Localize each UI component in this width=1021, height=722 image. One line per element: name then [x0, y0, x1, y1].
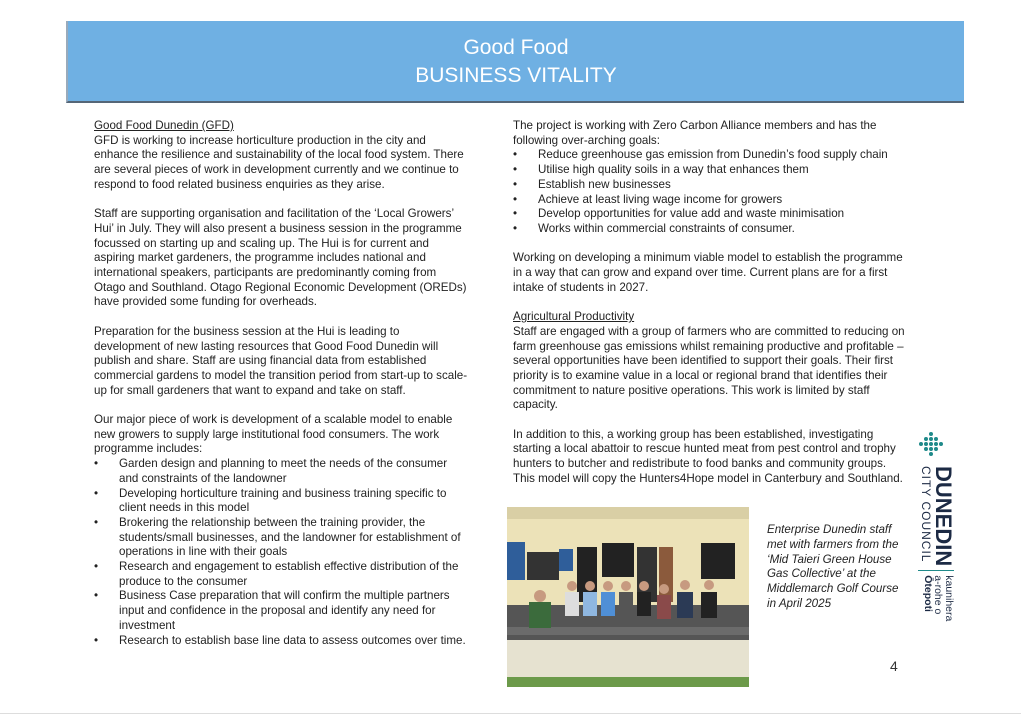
paragraph: Working on developing a minimum viable model to establish the programme in a way that can grow and expand over time. Current plans are for a first intake of students in 2027. — [513, 251, 903, 294]
logo-maori-line1: kaunihera — [943, 575, 955, 622]
list-item: • Works within commercial constraints of consumer. — [513, 222, 908, 237]
list-item: • Achieve at least living wage income for growers — [513, 193, 908, 208]
group-photo — [507, 507, 749, 687]
logo-maori-line3: Ōtepoti — [922, 575, 934, 612]
right-column — [513, 119, 908, 501]
list-item: • Research to establish base line data to assess outcomes over time. — [94, 634, 469, 649]
paragraph: The project is working with Zero Carbon Alliance members and has the following over-arching goals: — [513, 119, 877, 147]
work-programme-list — [94, 457, 469, 648]
section-heading-gfd: Good Food Dunedin (GFD) — [94, 119, 234, 132]
left-column — [94, 119, 469, 648]
list-item: • Establish new businesses — [513, 178, 908, 193]
list-item: • Brokering the relationship between the training provider, the students/small businesses, and the landowner for establishment of operations in line with their goals — [94, 516, 469, 560]
goals-list — [513, 148, 908, 236]
dunedin-city-council-logo — [909, 428, 954, 643]
banner-title-line1: Good Food — [463, 36, 569, 59]
list-item: • Research and engagement to establish effective distribution of the produce to the consumer — [94, 560, 469, 589]
title-banner — [66, 21, 964, 103]
photo-illustration — [507, 507, 749, 687]
paragraph: GFD is working to increase horticulture production in the city and enhance the resilience and sustainability of the local food system. There are several pieces of work in development currently and we continue to respond to food related business enquiries as they arise. — [94, 133, 464, 191]
list-item: • Reduce greenhouse gas emission from Dunedin’s food supply chain — [513, 148, 908, 163]
section-heading-agricultural: Agricultural Productivity — [513, 310, 635, 324]
logo-subtitle: CITY COUNCIL — [919, 466, 933, 563]
paragraph: Staff are engaged with a group of farmers who are committed to reducing on farm greenhouse gas emissions whilst remaining productive and profitable – several opportunities have been identified to support their goals. Their first priority is to examine value in a local or regional brand that identifies their commitment to nature positive operations. This work is limited by staff capacity. — [513, 324, 905, 412]
logo-name: DUNEDIN — [931, 466, 956, 567]
list-item: • Develop opportunities for value add and waste minimisation — [513, 207, 908, 222]
paragraph: Our major piece of work is development of a scalable model to enable new growers to supply large institutional food consumers. The work programme includes: — [94, 413, 453, 456]
list-item: • Business Case preparation that will confirm the multiple partners input and confidence in the proposal and identify any need for investment — [94, 589, 469, 633]
paragraph: In addition to this, a working group has been established, investigating starting a local abattoir to rescue hunted meat from pest control and trophy hunters to butcher and redistribute to food banks and community groups. This model will copy the Hunters4Hope model in Canterbury and Southland. — [513, 427, 903, 485]
footer-divider — [0, 713, 1021, 714]
banner-title-line2: BUSINESS VITALITY — [415, 64, 617, 87]
list-item: • Garden design and planning to meet the needs of the consumer and constraints of the landowner — [94, 457, 469, 486]
list-item: • Developing horticulture training and business training specific to client needs in this model — [94, 487, 469, 516]
photo-caption: Enterprise Dunedin staff met with farmers from the ‘Mid Taieri Green House Gas Collective’ at the Middlemarch Golf Course in April 2025 — [767, 523, 899, 610]
paragraph: Staff are supporting organisation and facilitation of the ‘Local Growers’ Hui’ in July. They will also present a business session in the programme focussed on starting up and scaling up. The Hui is for current and aspiring market gardeners, the programme includes national and international speakers, participants are predominantly coming from Otago and Southland. Otago Regional Economic Development (OREDs) have provided some funding for overheads. — [94, 207, 467, 309]
logo-maori-line2: a-rohe o — [932, 575, 945, 615]
paragraph: Preparation for the business session at the Hui is leading to development of new lasting resources that Good Food Dunedin will publish and share. Staff are using financial data from established commercial gardens to model the transition period from start-up to scale-up for small gardeners that want to expand and take on staff. — [94, 324, 468, 397]
list-item: • Utilise high quality soils in a way that enhances them — [513, 163, 908, 178]
page-number: 4 — [890, 658, 898, 674]
